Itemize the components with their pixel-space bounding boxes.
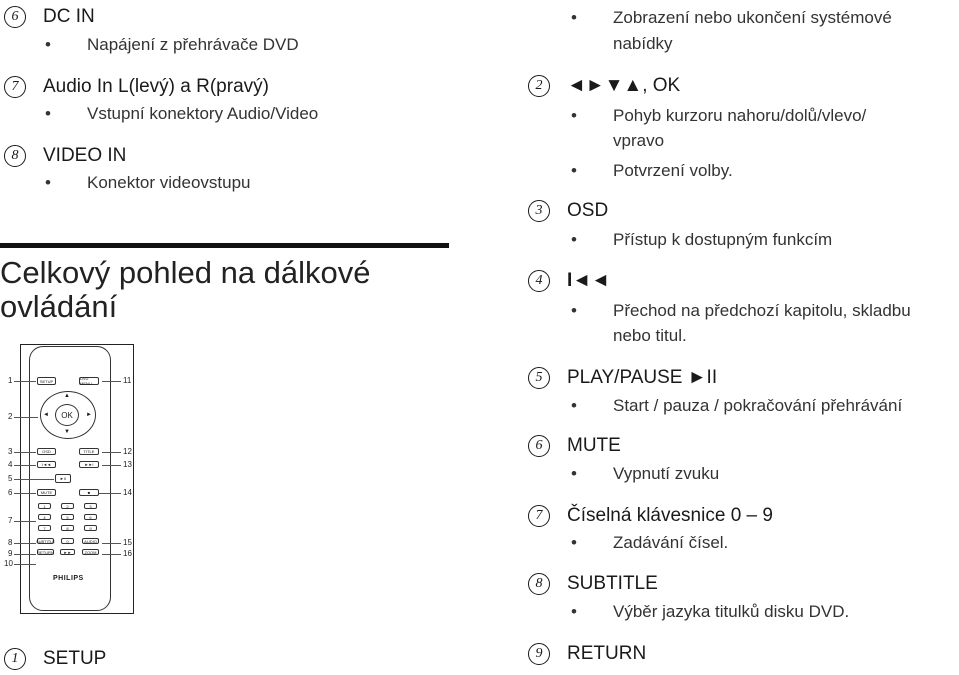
remote-next-button [79,461,99,468]
remote-prev-button [37,461,56,468]
item-number: 6 [4,6,26,28]
bullet-continuation: nebo titul. [613,326,687,345]
bullet-continuation: vpravo [613,131,665,150]
callout-number: 9 [8,549,13,558]
item-number: 4 [528,270,550,292]
callout-number: 1 [8,376,13,385]
bullet-continuation: nabídky [613,34,673,53]
bullet-text: • Vypnutí zvuku [613,462,719,486]
remote-digit-button: 7 [38,525,51,531]
remote-digit-button: 9 [84,525,97,531]
callout-line [14,381,36,382]
callout-number: 7 [8,516,13,525]
remote-digit-button: 0 [61,538,74,544]
callout-line [102,465,121,466]
previous-icon: I◄◄ [567,270,610,291]
item-number: 5 [528,367,550,389]
bullet-text: • Potvrzení volby. [613,159,733,183]
remote-zoom-button: ZOOM [82,549,99,555]
item-label: Číselná klávesnice 0 – 9 [567,505,773,526]
item-return [528,643,646,665]
section-title-line-2: ovládání [0,289,118,324]
section-title [0,256,371,324]
item-audio-in [4,76,269,98]
section-rule [0,243,449,248]
item-label: DC IN [43,6,95,27]
item-number: 7 [4,76,26,98]
bullet-text: • Vstupní konektory Audio/Video [87,102,318,126]
bullet-text: • Pohyb kurzoru nahoru/dolů/vlevo/ [613,104,866,128]
item-mute [528,435,621,457]
remote-digit-button: 3 [84,503,97,509]
bullet-text: • Konektor videovstupu [87,171,251,195]
next-icon: ►►I [84,462,94,467]
callout-line [14,564,36,565]
callout-number: 6 [8,488,13,497]
dpad-down-icon: ▼ [64,429,70,435]
remote-digit-button: 8 [61,525,74,531]
remote-digit-button: 2 [61,503,74,509]
item-number: 6 [528,435,550,457]
item-number: 1 [4,648,26,670]
section-title-line-1: Celkový pohled na dálkové [0,255,371,290]
callout-number: 8 [8,538,13,547]
callout-number: 11 [123,376,132,385]
item-number: 8 [4,145,26,167]
item-label: PLAY/PAUSE ►II [567,367,718,388]
remote-mute-button: MUTE [37,489,56,496]
remote-digit-button: 5 [61,514,74,520]
callout-number: 15 [123,538,132,547]
bullet-text: • Přístup k dostupným funkcím [613,228,832,252]
callout-number: 12 [123,447,132,456]
callout-number: 4 [8,460,13,469]
philips-logo: PHILIPS [53,575,84,582]
remote-digit-button: 1 [38,503,51,509]
callout-line [14,493,36,494]
item-label: RETURN [567,643,647,664]
item-number: 9 [528,643,550,665]
callout-line [14,521,36,522]
remote-setup-button: SETUP [37,377,56,385]
callout-number: 2 [8,412,13,421]
item-label: OSD [567,200,609,221]
bullet-text: • Napájení z přehrávače DVD [87,33,299,57]
callout-line [14,465,36,466]
remote-digit-button: 4 [38,514,51,520]
callout-line [14,543,36,544]
dpad-right-icon: ► [86,412,92,418]
remote-dvd-menu-button: DVD MENU [79,377,99,385]
item-play-pause [528,367,717,389]
item-number: 8 [528,573,550,595]
remote-audio-button: AUDIO [82,538,99,544]
item-label: Audio In L(levý) a R(pravý) [43,76,269,97]
callout-line [102,554,121,555]
fast-forward-icon: ►► [63,549,72,555]
callout-number: 10 [4,559,13,568]
item-number: 2 [528,75,550,97]
item-number: 3 [528,200,550,222]
item-numeric-keypad [528,505,773,527]
item-label: SUBTITLE [567,573,658,594]
bullet-text: • Zobrazení nebo ukončení systémové [613,6,892,30]
item-video-in [4,145,126,167]
prev-icon: I◄◄ [41,462,52,467]
item-label: ◄►▼▲, OK [567,75,681,96]
callout-number: 14 [123,488,132,497]
stop-icon: ■ [87,490,91,495]
callout-line [14,417,38,418]
play-pause-icon: ►II [59,476,67,481]
remote-title-button: TITLE [79,448,99,455]
callout-number: 13 [123,460,132,469]
remote-digit-button: 6 [84,514,97,520]
bullet-text: • Start / pauza / pokračování přehrávání [613,394,902,418]
item-number: 7 [528,505,550,527]
bullet-text: • Výběr jazyka titulků disku DVD. [613,600,849,624]
item-setup [4,648,106,670]
remote-osd-button: OSD [37,448,56,455]
callout-line [14,479,54,480]
item-subtitle [528,573,658,595]
item-label: VIDEO IN [43,145,127,166]
bullet-text: • Zadávání čísel. [613,531,728,555]
remote-return-button: RETURN [37,549,54,555]
item-label: SETUP [43,648,107,669]
remote-subtitle-button: SUBTITLE [35,538,56,544]
remote-forward-button [60,549,75,555]
callout-number: 3 [8,447,13,456]
callout-line [102,452,121,453]
callout-number: 5 [8,474,13,483]
item-dc-in [4,6,95,28]
callout-line [102,381,121,382]
callout-line [102,543,121,544]
dpad-left-icon: ◄ [43,412,49,418]
item-navigation-ok [528,75,680,97]
item-previous [528,270,610,292]
item-osd [528,200,608,222]
dpad-up-icon: ▲ [64,393,70,399]
item-label: MUTE [567,435,621,456]
callout-line [14,452,36,453]
callout-line [14,554,36,555]
bullet-text: • Přechod na předchozí kapitolu, skladbu [613,299,911,323]
remote-ok-button: OK [55,404,79,426]
remote-play-pause-button [55,474,71,483]
callout-number: 16 [123,549,132,558]
remote-stop-button [79,489,99,496]
